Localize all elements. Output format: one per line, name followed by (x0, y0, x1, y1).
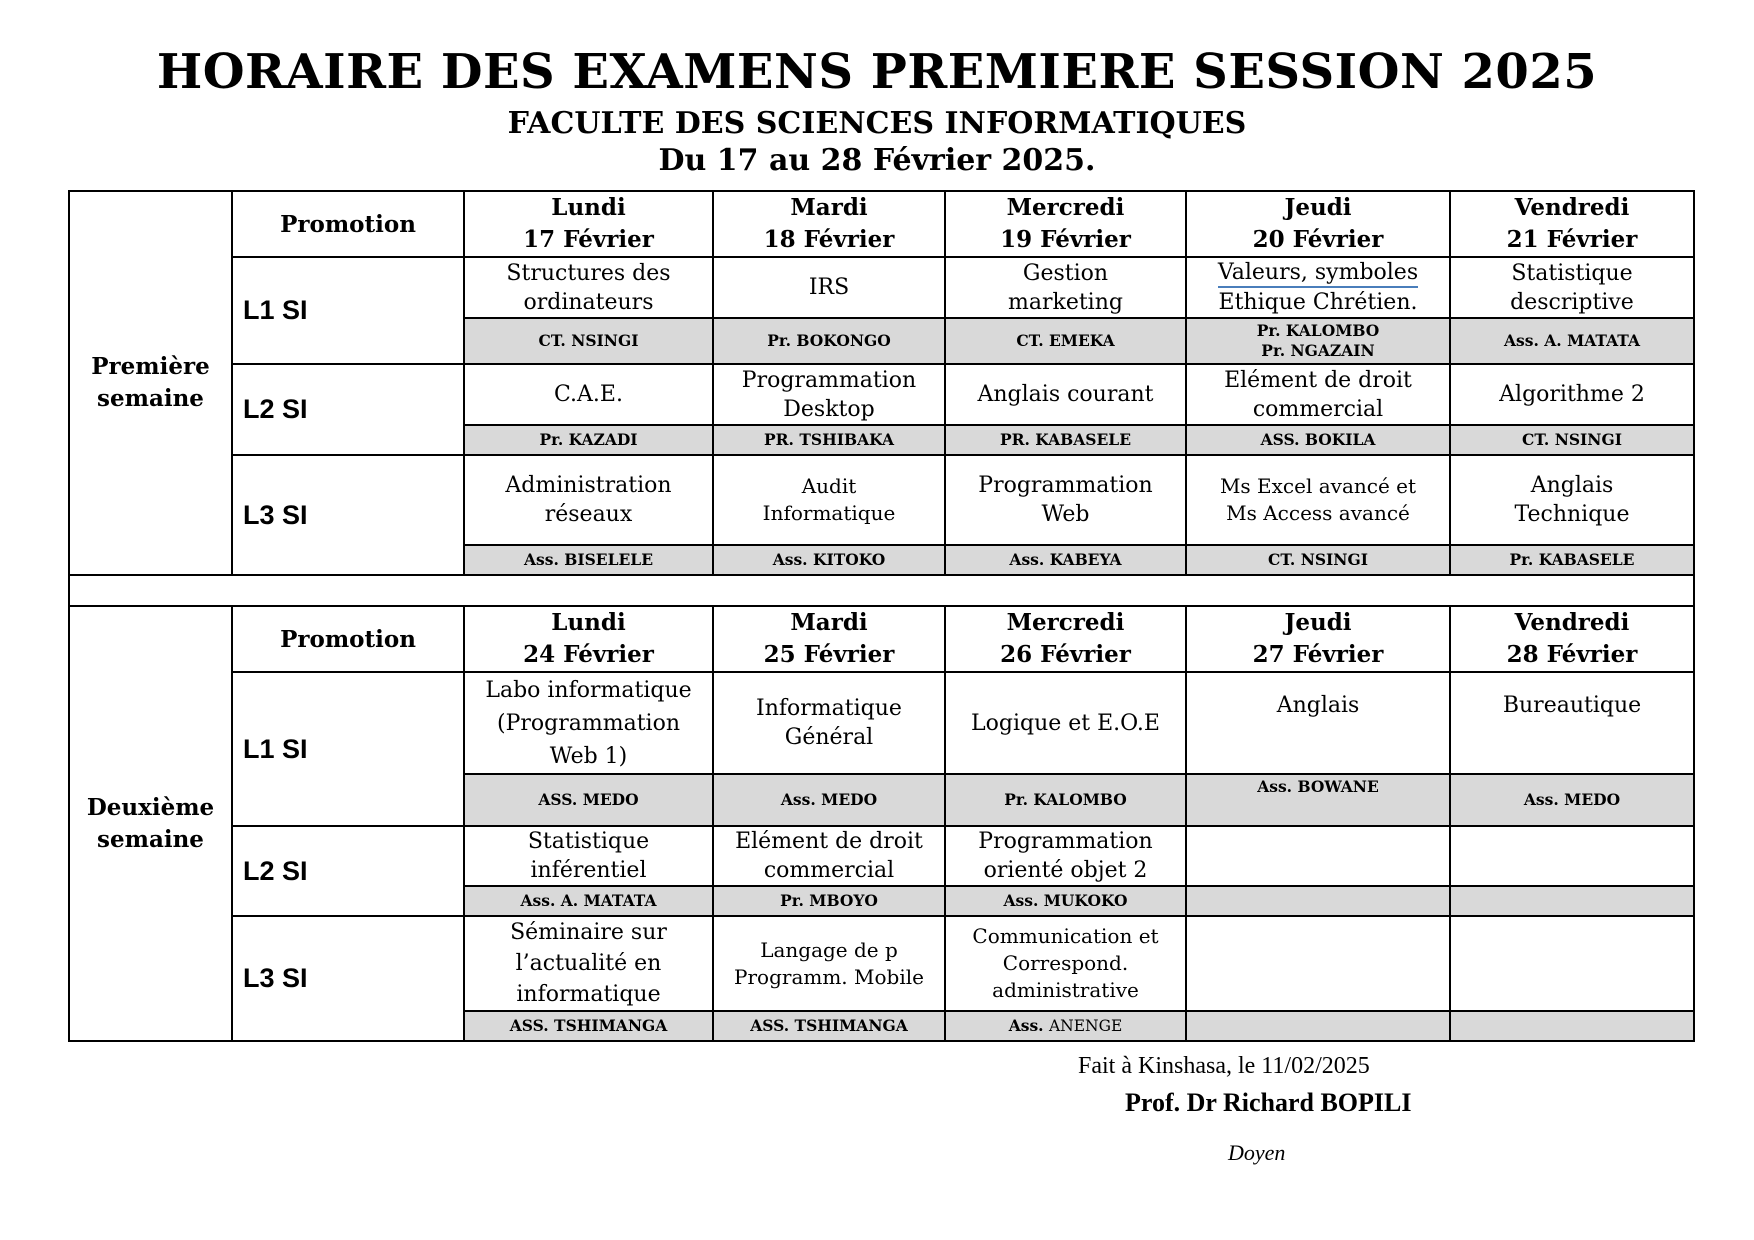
course-line: IRS (808, 275, 850, 300)
course-row (69, 916, 1694, 1011)
course-line: Elément de droit (735, 829, 923, 854)
course-cell (1186, 672, 1450, 774)
course-line: Informatique (762, 501, 896, 525)
week2-label-line2: semaine (97, 825, 204, 853)
course-cell (464, 364, 713, 425)
course-cell (713, 455, 945, 545)
course-line: commercial (1252, 396, 1384, 422)
course-row (69, 455, 1694, 545)
course-line: Structures des (506, 260, 671, 286)
day-name: Lundi (551, 609, 626, 636)
course-line: Algorithme 2 (1499, 382, 1645, 407)
exam-schedule-table (68, 190, 1695, 1042)
course-cell (713, 364, 945, 425)
course-cell (713, 257, 945, 318)
teacher-cell-empty (1186, 886, 1450, 916)
course-cell-empty (1450, 916, 1694, 1011)
course-line: inférentiel (530, 858, 647, 883)
course-row (69, 672, 1694, 774)
day-date: 27 Février (1252, 641, 1384, 668)
week1-label-line1: Première (91, 353, 210, 380)
day-header (1186, 191, 1450, 257)
day-date: 26 Février (1000, 641, 1131, 668)
teacher-cell: CT. NSINGI (464, 318, 713, 364)
teacher-cell: ASS. MEDO (464, 774, 713, 826)
course-line: Audit (801, 474, 857, 498)
course-cell (1186, 455, 1450, 545)
teacher-cell: Pr. KAZADI (464, 425, 713, 455)
course-line: Web 1) (549, 743, 628, 769)
course-cell (945, 364, 1186, 425)
course-cell (945, 672, 1186, 774)
day-header (945, 606, 1186, 672)
course-cell (464, 455, 713, 545)
course-cell (1450, 672, 1694, 774)
teacher-cell: ASS. TSHIMANGA (464, 1011, 713, 1041)
week2-label-line1: Deuxième (86, 793, 215, 821)
course-line: marketing (1008, 289, 1123, 315)
teacher-cell: Ass. A. MATATA (464, 886, 713, 916)
day-name: Lundi (551, 194, 626, 221)
course-line: Valeurs, symboles (1218, 260, 1418, 288)
course-line: Ethique Chrétien. (1218, 290, 1418, 315)
course-cell (464, 257, 713, 318)
day-date: 17 Février (523, 226, 654, 253)
course-cell (464, 826, 713, 886)
week1-label (69, 191, 232, 575)
promotion-label: L1 SI (232, 672, 464, 826)
course-line: Général (784, 725, 874, 750)
course-cell (945, 455, 1186, 545)
course-cell (1186, 257, 1450, 318)
teacher-cell: Ass. A. MATATA (1450, 318, 1694, 364)
course-line: Anglais courant (977, 382, 1154, 407)
course-line: administrative (992, 978, 1139, 1002)
teacher-prefix: Ass. (1008, 1016, 1044, 1035)
course-line: Labo informatique (485, 677, 692, 703)
teacher-cell: PR. TSHIBAKA (713, 425, 945, 455)
course-line: Statistique (527, 829, 650, 854)
promotion-label: L2 SI (232, 826, 464, 916)
signatory-role: Doyen (1228, 1140, 1286, 1165)
course-cell (464, 672, 713, 774)
course-line: Programmation (741, 367, 917, 393)
course-line: Elément de droit (1224, 367, 1412, 393)
course-cell (1186, 364, 1450, 425)
teacher-cell-empty (1186, 1011, 1450, 1041)
course-row (69, 364, 1694, 425)
signatory-name: Prof. Dr Richard BOPILI (1125, 1088, 1412, 1117)
course-cell (1450, 364, 1694, 425)
course-line: Gestion (1022, 260, 1109, 286)
course-line: (Programmation (497, 710, 680, 736)
teacher-line: Pr. KALOMBO (1256, 321, 1380, 340)
day-header (1186, 606, 1450, 672)
course-line: descriptive (1510, 289, 1634, 315)
course-row (69, 826, 1694, 886)
teacher-cell: ASS. BOKILA (1186, 425, 1450, 455)
teacher-cell-empty (1450, 886, 1694, 916)
course-line: informatique (516, 982, 661, 1007)
course-line: Ms Excel avancé et (1219, 474, 1417, 498)
promotion-label: L3 SI (232, 455, 464, 575)
teacher-cell: Ass. MUKOKO (945, 886, 1186, 916)
teacher-cell: Pr. KALOMBO (945, 774, 1186, 826)
day-name: Mardi (790, 609, 868, 636)
course-line: Technique (1514, 502, 1630, 527)
teacher-name: ANENGE (1048, 1017, 1123, 1035)
promotion-header: Promotion (232, 606, 464, 672)
teacher-cell: Ass. MEDO (1450, 774, 1694, 826)
course-line: Anglais (1530, 473, 1614, 498)
teacher-line: Pr. NGAZAIN (1261, 341, 1375, 360)
course-line: l’actualité en (515, 951, 662, 976)
week2-header-row (69, 606, 1694, 672)
course-cell (713, 826, 945, 886)
course-cell (1450, 455, 1694, 545)
course-cell (945, 916, 1186, 1011)
teacher-cell: CT. EMEKA (945, 318, 1186, 364)
course-row (69, 257, 1694, 318)
day-date: 19 Février (1000, 226, 1131, 253)
day-header (1450, 191, 1694, 257)
teacher-cell: CT. NSINGI (1186, 545, 1450, 575)
course-cell-empty (1186, 826, 1450, 886)
day-date: 20 Février (1252, 226, 1384, 253)
course-line: Statistique (1511, 260, 1633, 286)
course-line: ordinateurs (523, 289, 654, 315)
teacher-cell: Ass. KITOKO (713, 545, 945, 575)
course-cell (464, 916, 713, 1011)
course-line: Séminaire sur (510, 920, 667, 945)
week1-label-line2: semaine (97, 385, 204, 412)
course-cell-empty (1450, 826, 1694, 886)
week2-label (69, 606, 232, 1041)
promotion-header: Promotion (232, 191, 464, 257)
course-line: Programmation (978, 473, 1153, 498)
course-line: C.A.E. (554, 382, 623, 407)
course-cell (713, 672, 945, 774)
course-line: Communication et (972, 924, 1159, 948)
course-cell-empty (1186, 916, 1450, 1011)
teacher-cell-empty (1450, 1011, 1694, 1041)
course-cell (1450, 257, 1694, 318)
course-line: Administration (505, 473, 672, 498)
place-and-date: Fait à Kinshasa, le 11/02/2025 (1078, 1053, 1370, 1079)
day-name: Mercredi (1006, 609, 1125, 636)
course-line: Logique et E.O.E (971, 710, 1160, 736)
teacher-cell: Ass. BISELELE (464, 545, 713, 575)
day-name: Jeudi (1284, 194, 1352, 221)
teacher-cell: PR. KABASELE (945, 425, 1186, 455)
day-name: Mercredi (1006, 194, 1125, 221)
document-title: HORAIRE DES EXAMENS PREMIERE SESSION 2025 (156, 44, 1598, 100)
day-header (1450, 606, 1694, 672)
course-cell (945, 257, 1186, 318)
promotion-label: L1 SI (232, 257, 464, 364)
week1-header-row (69, 191, 1694, 257)
course-line: Programm. Mobile (734, 964, 924, 989)
teacher-cell: Ass. MEDO (713, 774, 945, 826)
course-line: Desktop (783, 396, 875, 422)
course-line: Ms Access avancé (1226, 501, 1410, 525)
teacher-cell: Pr. KABASELE (1450, 545, 1694, 575)
course-line: réseaux (544, 502, 633, 527)
week-separator-row (69, 575, 1694, 606)
day-header (945, 191, 1186, 257)
day-header (713, 191, 945, 257)
day-header (464, 191, 713, 257)
day-header (464, 606, 713, 672)
teacher-cell: Pr. MBOYO (713, 886, 945, 916)
day-date: 24 Février (523, 641, 654, 668)
promotion-label: L3 SI (232, 916, 464, 1041)
day-name: Vendredi (1514, 194, 1630, 221)
promotion-label: L2 SI (232, 364, 464, 455)
course-line: Informatique (756, 696, 902, 721)
teacher-cell: Ass. BOWANE (1186, 774, 1450, 826)
course-line: Langage de p (760, 937, 898, 962)
day-date: 28 Février (1506, 641, 1638, 668)
course-line: Bureautique (1502, 693, 1642, 718)
day-name: Jeudi (1284, 609, 1352, 636)
course-line: Programmation (978, 829, 1153, 854)
teacher-cell: Pr. BOKONGO (713, 318, 945, 364)
teacher-cell (1186, 318, 1450, 364)
course-line: commercial (763, 858, 895, 883)
day-date: 18 Février (763, 226, 895, 253)
teacher-cell: CT. NSINGI (1450, 425, 1694, 455)
day-name: Mardi (790, 194, 868, 221)
course-line: Anglais (1276, 693, 1360, 718)
teacher-cell (945, 1011, 1186, 1041)
day-name: Vendredi (1514, 609, 1630, 636)
course-cell (713, 916, 945, 1011)
course-line: Correspond. (1002, 951, 1129, 975)
day-date: 21 Février (1506, 226, 1638, 253)
week-separator (69, 575, 1694, 606)
faculty-name: FACULTE DES SCIENCES INFORMATIQUES (507, 106, 1247, 141)
exam-period: Du 17 au 28 Février 2025. (658, 143, 1096, 178)
course-line: orienté objet 2 (983, 858, 1148, 883)
course-line: Web (1041, 502, 1090, 527)
teacher-cell: ASS. TSHIMANGA (713, 1011, 945, 1041)
day-date: 25 Février (763, 641, 895, 668)
day-header (713, 606, 945, 672)
course-cell (945, 826, 1186, 886)
teacher-cell: Ass. KABEYA (945, 545, 1186, 575)
